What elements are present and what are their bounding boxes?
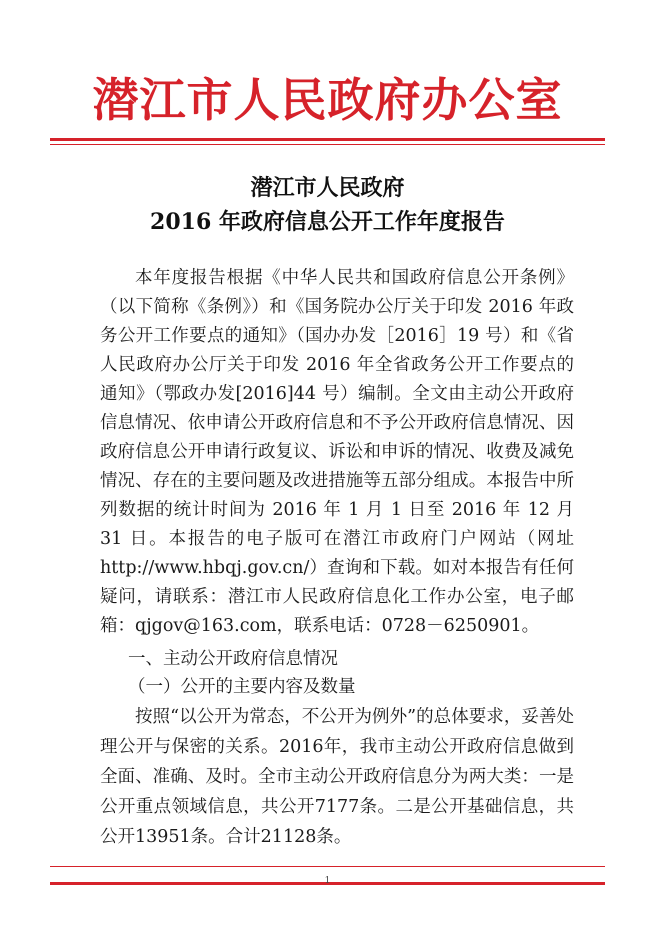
document-title-line1: 潜江市人民政府: [250, 175, 405, 201]
page-number: 1: [324, 876, 331, 886]
section1-heading: 一、主动公开政府信息情况: [128, 649, 338, 669]
section1-subheading: （一）公开的主要内容及数量: [128, 677, 356, 697]
section1-paragraph: 按照“以公开为常态，不公开为例外”的总体要求，妥善处理公开与保密的关系。2016年，我市主动公开政府信息做到全面、准确、及时。全市主动公开政府信息分为两大类：一是公开重点领域信息，共公开7177条。二是公开基础信息，共公开13951条。合计21128条。: [100, 707, 574, 847]
intro-paragraph: [100, 264, 574, 641]
intro-text: 本年度报告根据《中华人民共和国政府信息公开条例》（以下简称《条例》）和《国务院办公厅关于印发 2016 年政务公开工作要点的通知》（国办办发［2016］19 号）和《省人民政府办公厅关于印发 2016 年全省政务公开工作要点的通知》（鄂政办发[2016]44 号）编制。全文由主动公开政府信息情况、依申请公开政府信息和不予公开政府信息情况、因政府信息公开申请行政复议、诉讼和申诉的情况、收费及减免情况、存在的主要问题及改进措施等五部分组成。本报告中所列数据的统计时间为 2016 年 1 月 1 日至 2016 年 12 月 31 日。本报告的电子版可在潜江市政府门户网站（网址 http://www.hbqj.gov.cn/）查询和下载。如对本报告有任何疑问，请联系：潜江市人民政府信息化工作办公室，电子邮箱：qjgov@163.com，联系电话：0728－6250901。: [100, 268, 574, 636]
letterhead-rule-thin: [50, 144, 605, 145]
letterhead-title: 潜江市人民政府办公室: [92, 73, 563, 127]
document-title-line2: 2016 年政府信息公开工作年度报告: [150, 209, 505, 235]
footer-rule-thin: [50, 866, 605, 867]
letterhead-rule-thick: [50, 138, 605, 141]
